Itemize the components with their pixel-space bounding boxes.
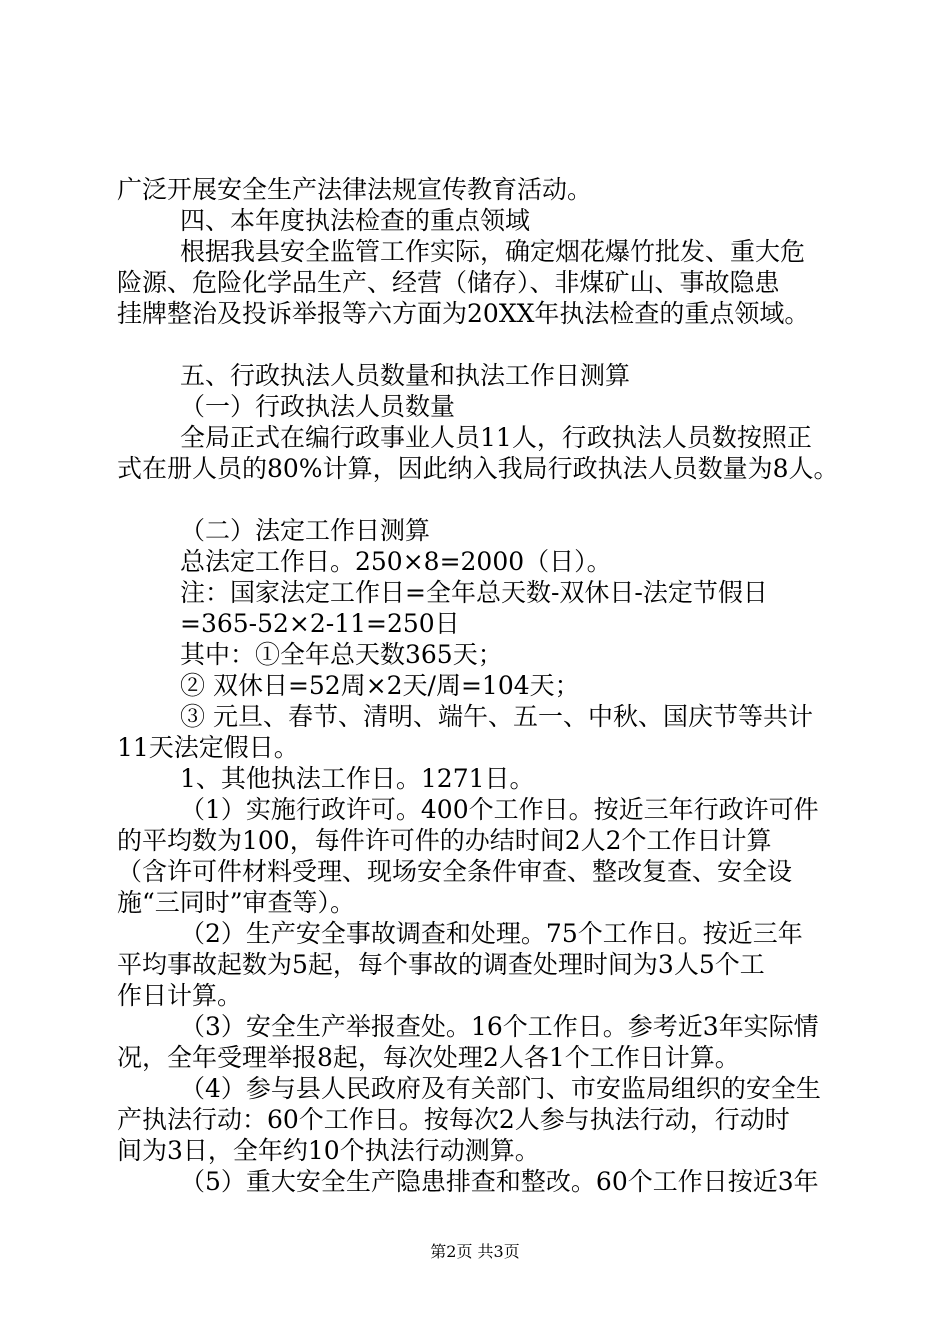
text-line: 险源、危险化学品生产、经营（储存）、非煤矿山、事故隐患 xyxy=(117,268,780,297)
text-line: ② 双休日=52周×2天/周=104天； xyxy=(180,671,580,700)
text-line: =365-52×2-11=250日 xyxy=(180,609,460,638)
text-line: （1）实施行政许可。400个工作日。按近三年行政许可件 xyxy=(180,795,819,824)
text-line: 注：国家法定工作日=全年总天数-双休日-法定节假日 xyxy=(180,578,768,607)
text-line: （2）生产安全事故调查和处理。75个工作日。按近三年 xyxy=(180,919,803,948)
section-heading: 五、行政执法人员数量和执法工作日测算 xyxy=(180,361,631,390)
section-heading: 四、本年度执法检查的重点领域 xyxy=(180,206,531,235)
text-line: 况，全年受理举报8起，每次处理2人各1个工作日计算。 xyxy=(117,1043,740,1072)
text-line: 其中：①全年总天数365天； xyxy=(180,640,503,669)
page-number-footer: 第2页 共3页 xyxy=(430,1242,520,1261)
text-line: 11天法定假日。 xyxy=(117,733,299,762)
subsection-heading: （二）法定工作日测算 xyxy=(180,516,431,545)
text-line: 根据我县安全监管工作实际，确定烟花爆竹批发、重大危 xyxy=(180,237,806,266)
text-line: 广泛开展安全生产法律法规宣传教育活动。 xyxy=(117,175,593,204)
text-line: 作日计算。 xyxy=(117,981,243,1010)
text-line: 间为3日，全年约10个执法行动测算。 xyxy=(117,1136,540,1165)
text-line: （含许可件材料受理、现场安全条件审查、整改复查、安全设 xyxy=(117,857,793,886)
text-line: 施“三同时”审查等）。 xyxy=(117,888,356,917)
text-line: 的平均数为100，每件许可件的办结时间2人2个工作日计算 xyxy=(117,826,772,855)
text-line: 挂牌整治及投诉举报等六方面为20XX年执法检查的重点领域。 xyxy=(117,299,810,328)
text-line: 产执法行动：60个工作日。按每次2人参与执法行动，行动时 xyxy=(117,1105,790,1134)
text-line: ③ 元旦、春节、清明、端午、五一、中秋、国庆节等共计 xyxy=(180,702,813,731)
subsection-heading: （一）行政执法人员数量 xyxy=(180,392,456,421)
text-line: 总法定工作日。250×8=2000（日）。 xyxy=(180,547,612,576)
text-line: 全局正式在编行政事业人员11人，行政执法人员数按照正 xyxy=(180,423,812,452)
text-line: 1、其他执法工作日。1271日。 xyxy=(180,764,535,793)
text-line: （4）参与县人民政府及有关部门、市安监局组织的安全生 xyxy=(180,1074,821,1103)
text-line: （5）重大安全生产隐患排查和整改。60个工作日按近3年 xyxy=(180,1167,819,1196)
text-line: （3）安全生产举报查处。16个工作日。参考近3年实际情 xyxy=(180,1012,819,1041)
text-line: 平均事故起数为5起，每个事故的调查处理时间为3人5个工 xyxy=(117,950,765,979)
text-line: 式在册人员的80%计算，因此纳入我局行政执法人员数量为8人。 xyxy=(117,454,839,483)
